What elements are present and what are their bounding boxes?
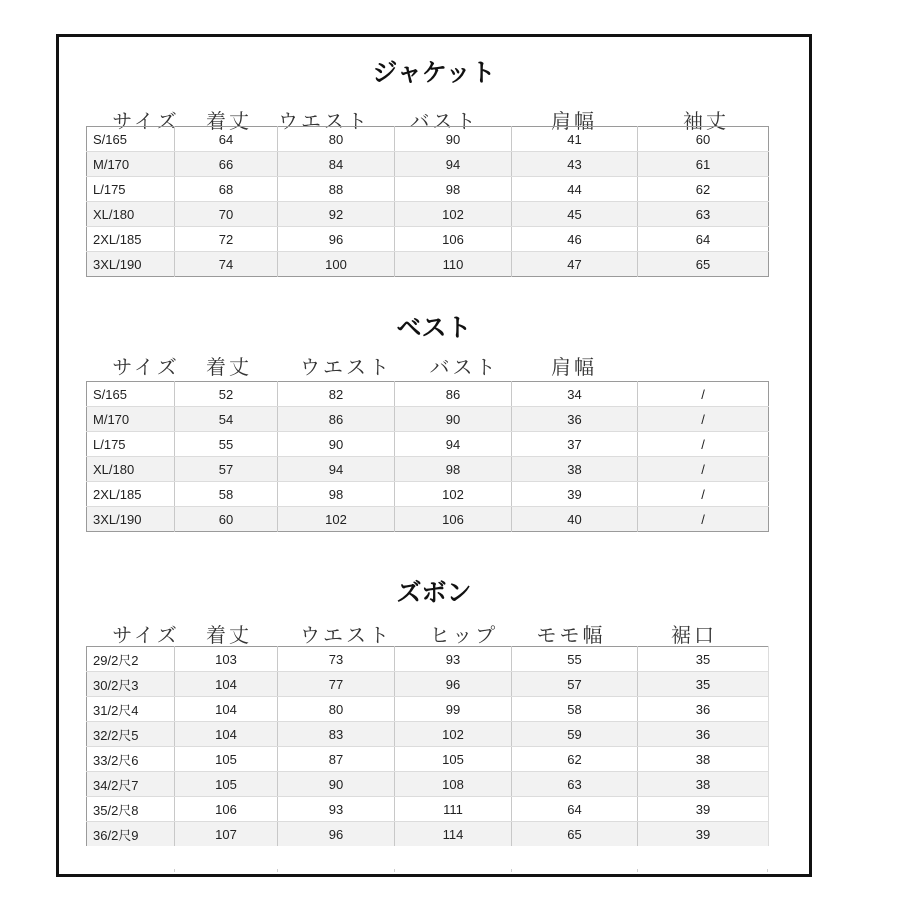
size-label-cell: 31/2尺4: [87, 697, 175, 722]
vest-title: ベスト: [396, 313, 472, 342]
measurement-cell: 45: [512, 202, 638, 227]
vest-header-row: [59, 351, 809, 381]
measurement-cell: 39: [512, 482, 638, 507]
measurement-cell: 105: [175, 747, 278, 772]
pants-header-hem: 裾口: [671, 623, 717, 647]
measurement-cell: 68: [175, 177, 278, 202]
pants-table-body: [87, 647, 769, 847]
measurement-cell: 44: [512, 177, 638, 202]
measurement-cell: 36: [638, 697, 769, 722]
measurement-cell: 47: [512, 252, 638, 277]
pants-header-waist: ウエスト: [300, 623, 392, 647]
vest-header-shoulder: 肩幅: [551, 355, 597, 379]
table-row: [87, 672, 769, 697]
size-label-cell: 35/2尺8: [87, 797, 175, 822]
measurement-cell: /: [638, 482, 769, 507]
jacket-header-shoulder: 肩幅: [551, 109, 597, 133]
size-label-cell: 32/2尺5: [87, 722, 175, 747]
size-label-cell: L/175: [87, 177, 175, 202]
measurement-cell: 65: [512, 822, 638, 847]
measurement-cell: 102: [395, 202, 512, 227]
measurement-cell: 38: [638, 772, 769, 797]
measurement-cell: 96: [395, 672, 512, 697]
table-row: [87, 432, 769, 457]
measurement-cell: 60: [638, 127, 769, 152]
measurement-cell: 72: [175, 227, 278, 252]
vest-size-table: [86, 381, 769, 532]
size-label-cell: 34/2尺7: [87, 772, 175, 797]
measurement-cell: /: [638, 407, 769, 432]
measurement-cell: /: [638, 457, 769, 482]
measurement-cell: 102: [395, 482, 512, 507]
measurement-cell: 104: [175, 672, 278, 697]
measurement-cell: 66: [175, 152, 278, 177]
measurement-cell: 37: [512, 432, 638, 457]
measurement-cell: 82: [278, 382, 395, 407]
measurement-cell: 39: [638, 797, 769, 822]
measurement-cell: 90: [395, 407, 512, 432]
measurement-cell: 106: [395, 507, 512, 532]
size-label-cell: 2XL/185: [87, 482, 175, 507]
jacket-header-waist: ウエスト: [278, 109, 370, 133]
pants-header-thigh: モモ幅: [536, 623, 606, 647]
table-row: [87, 482, 769, 507]
measurement-cell: 108: [395, 772, 512, 797]
table-row: [87, 152, 769, 177]
measurement-cell: 65: [638, 252, 769, 277]
measurement-cell: 57: [512, 672, 638, 697]
measurement-cell: 94: [395, 432, 512, 457]
measurement-cell: 104: [175, 722, 278, 747]
measurement-cell: 70: [175, 202, 278, 227]
pants-title: ズボン: [396, 578, 472, 607]
measurement-cell: 54: [175, 407, 278, 432]
table-row: [87, 227, 769, 252]
measurement-cell: 96: [278, 227, 395, 252]
size-label-cell: L/175: [87, 432, 175, 457]
measurement-cell: 34: [512, 382, 638, 407]
table-row: [87, 507, 769, 532]
measurement-cell: 99: [395, 697, 512, 722]
size-label-cell: 36/2尺9: [87, 822, 175, 847]
measurement-cell: 41: [512, 127, 638, 152]
measurement-cell: 111: [395, 797, 512, 822]
measurement-cell: 104: [175, 697, 278, 722]
table-row: [87, 202, 769, 227]
measurement-cell: 80: [278, 127, 395, 152]
pants-size-table: [86, 646, 769, 846]
measurement-cell: 57: [175, 457, 278, 482]
measurement-cell: 36: [512, 407, 638, 432]
measurement-cell: 96: [278, 822, 395, 847]
size-label-cell: 33/2尺6: [87, 747, 175, 772]
grid-tick: [637, 869, 638, 872]
measurement-cell: 94: [278, 457, 395, 482]
measurement-cell: 107: [175, 822, 278, 847]
size-label-cell: 3XL/190: [87, 507, 175, 532]
measurement-cell: 58: [175, 482, 278, 507]
jacket-header-length: 着丈: [206, 109, 252, 133]
measurement-cell: 98: [395, 177, 512, 202]
pants-header-size: サイズ: [112, 623, 180, 647]
measurement-cell: /: [638, 382, 769, 407]
measurement-cell: 92: [278, 202, 395, 227]
grid-tick: [767, 869, 768, 872]
table-row: [87, 722, 769, 747]
measurement-cell: 93: [278, 797, 395, 822]
jacket-title: ジャケット: [372, 58, 496, 87]
measurement-cell: 35: [638, 672, 769, 697]
grid-tick: [511, 869, 512, 872]
measurement-cell: 43: [512, 152, 638, 177]
table-row: [87, 177, 769, 202]
vest-table-body: [87, 382, 769, 532]
size-label-cell: XL/180: [87, 457, 175, 482]
measurement-cell: 86: [395, 382, 512, 407]
measurement-cell: /: [638, 507, 769, 532]
measurement-cell: 105: [395, 747, 512, 772]
measurement-cell: 106: [395, 227, 512, 252]
table-row: [87, 772, 769, 797]
measurement-cell: 63: [638, 202, 769, 227]
jacket-size-table: [86, 126, 769, 277]
measurement-cell: 55: [512, 647, 638, 672]
table-row: [87, 127, 769, 152]
measurement-cell: 64: [638, 227, 769, 252]
measurement-cell: 86: [278, 407, 395, 432]
measurement-cell: 59: [512, 722, 638, 747]
measurement-cell: 90: [395, 127, 512, 152]
measurement-cell: 40: [512, 507, 638, 532]
table-row: [87, 382, 769, 407]
size-label-cell: M/170: [87, 407, 175, 432]
table-row: [87, 252, 769, 277]
table-row: [87, 822, 769, 847]
measurement-cell: 93: [395, 647, 512, 672]
measurement-cell: 36: [638, 722, 769, 747]
measurement-cell: /: [638, 432, 769, 457]
measurement-cell: 90: [278, 432, 395, 457]
size-chart-frame: [56, 34, 812, 877]
size-label-cell: 3XL/190: [87, 252, 175, 277]
measurement-cell: 88: [278, 177, 395, 202]
measurement-cell: 55: [175, 432, 278, 457]
vest-header-bust: バスト: [429, 355, 499, 379]
measurement-cell: 94: [395, 152, 512, 177]
measurement-cell: 74: [175, 252, 278, 277]
measurement-cell: 64: [512, 797, 638, 822]
vest-header-length: 着丈: [206, 355, 252, 379]
measurement-cell: 102: [395, 722, 512, 747]
measurement-cell: 102: [278, 507, 395, 532]
measurement-cell: 110: [395, 252, 512, 277]
measurement-cell: 103: [175, 647, 278, 672]
measurement-cell: 98: [278, 482, 395, 507]
jacket-header-bust: バスト: [409, 109, 479, 133]
grid-tick: [394, 869, 395, 872]
size-label-cell: 30/2尺3: [87, 672, 175, 697]
measurement-cell: 52: [175, 382, 278, 407]
measurement-cell: 38: [512, 457, 638, 482]
size-label-cell: 29/2尺2: [87, 647, 175, 672]
size-label-cell: S/165: [87, 382, 175, 407]
measurement-cell: 39: [638, 822, 769, 847]
measurement-cell: 58: [512, 697, 638, 722]
measurement-cell: 100: [278, 252, 395, 277]
measurement-cell: 106: [175, 797, 278, 822]
grid-tick: [277, 869, 278, 872]
measurement-cell: 87: [278, 747, 395, 772]
measurement-cell: 114: [395, 822, 512, 847]
size-label-cell: M/170: [87, 152, 175, 177]
size-label-cell: XL/180: [87, 202, 175, 227]
table-row: [87, 647, 769, 672]
size-label-cell: 2XL/185: [87, 227, 175, 252]
vest-header-waist: ウエスト: [300, 355, 392, 379]
table-row: [87, 407, 769, 432]
pants-header-length: 着丈: [206, 623, 252, 647]
measurement-cell: 64: [175, 127, 278, 152]
measurement-cell: 83: [278, 722, 395, 747]
measurement-cell: 63: [512, 772, 638, 797]
measurement-cell: 84: [278, 152, 395, 177]
measurement-cell: 98: [395, 457, 512, 482]
table-row: [87, 747, 769, 772]
pants-header-row: [59, 619, 809, 649]
jacket-table-body: [87, 127, 769, 277]
table-row: [87, 697, 769, 722]
measurement-cell: 62: [638, 177, 769, 202]
measurement-cell: 46: [512, 227, 638, 252]
measurement-cell: 105: [175, 772, 278, 797]
grid-tick: [174, 869, 175, 872]
measurement-cell: 38: [638, 747, 769, 772]
vest-header-size: サイズ: [112, 355, 180, 379]
measurement-cell: 61: [638, 152, 769, 177]
jacket-header-sleeve: 袖丈: [683, 109, 729, 133]
measurement-cell: 73: [278, 647, 395, 672]
measurement-cell: 35: [638, 647, 769, 672]
measurement-cell: 62: [512, 747, 638, 772]
measurement-cell: 80: [278, 697, 395, 722]
size-label-cell: S/165: [87, 127, 175, 152]
table-row: [87, 797, 769, 822]
bottom-grid-ticks: [86, 869, 768, 873]
table-row: [87, 457, 769, 482]
jacket-header-size: サイズ: [112, 109, 180, 133]
pants-header-hip: ヒップ: [429, 623, 499, 647]
measurement-cell: 77: [278, 672, 395, 697]
measurement-cell: 60: [175, 507, 278, 532]
measurement-cell: 90: [278, 772, 395, 797]
